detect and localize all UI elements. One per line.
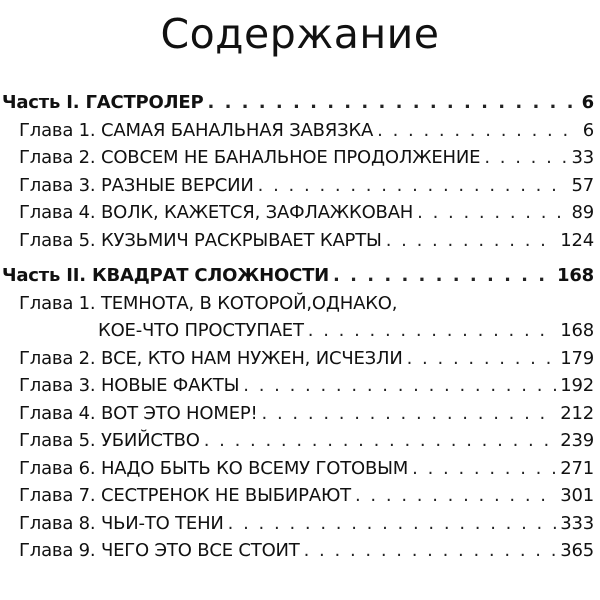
- toc-chapter[interactable]: [0, 400, 600, 428]
- toc-chapter[interactable]: [0, 372, 600, 400]
- toc-chapter[interactable]: [0, 117, 600, 145]
- page-number: 6: [582, 119, 594, 141]
- toc-chapter[interactable]: [0, 482, 600, 510]
- toc-chapter[interactable]: [0, 537, 600, 565]
- dot-leader: [308, 317, 556, 345]
- dot-leader: [207, 89, 577, 117]
- chapter-label: Глава 8. ЧЬИ-ТО ТЕНИ: [19, 512, 224, 534]
- page-number: 89: [571, 202, 594, 223]
- table-of-contents: [0, 89, 600, 565]
- chapter-label: Глава 3. НОВЫЕ ФАКТЫ: [19, 375, 240, 396]
- toc-chapter[interactable]: [0, 510, 600, 538]
- page-number: 301: [560, 485, 594, 506]
- page-number: 179: [560, 347, 594, 369]
- page-number: 124: [560, 229, 594, 251]
- toc-chapter[interactable]: [0, 227, 600, 255]
- chapter-label: Глава 7. СЕСТРЕНОК НЕ ВЫБИРАЮТ: [19, 485, 351, 506]
- toc-chapter[interactable]: [0, 455, 600, 483]
- dot-leader: [407, 345, 557, 373]
- part-label: Часть I. ГАСТРОЛЕР: [2, 92, 204, 113]
- toc-chapter-continuation[interactable]: [0, 317, 600, 345]
- chapter-label: Глава 3. РАЗНЫЕ ВЕРСИИ: [19, 174, 254, 196]
- chapter-label: Глава 4. ВОТ ЭТО НОМЕР!: [19, 402, 258, 424]
- chapter-label: Глава 9. ЧЕГО ЭТО ВСЕ СТОИТ: [19, 540, 300, 561]
- page-number: 33: [571, 147, 594, 168]
- toc-chapter[interactable]: [0, 144, 600, 172]
- dot-leader: [417, 199, 567, 227]
- page-number: 239: [560, 430, 594, 451]
- page-number: 6: [581, 92, 594, 113]
- page-number: 333: [560, 512, 594, 534]
- page-number: 57: [571, 174, 594, 196]
- chapter-label: Глава 1. САМАЯ БАНАЛЬНАЯ ЗАВЯЗКА: [19, 119, 374, 141]
- toc-chapter[interactable]: [0, 199, 600, 227]
- dot-leader: [262, 400, 557, 428]
- chapter-label: Глава 2. СОВСЕМ НЕ БАНАЛЬНОЕ ПРОДОЛЖЕНИЕ: [19, 147, 481, 168]
- toc-part-2[interactable]: [0, 262, 600, 290]
- page-number: 192: [560, 375, 594, 396]
- page-title: Содержание: [160, 10, 440, 58]
- dot-leader: [304, 537, 557, 565]
- chapter-label: Глава 2. ВСЕ, КТО НАМ НУЖЕН, ИСЧЕЗЛИ: [19, 347, 403, 369]
- dot-leader: [243, 372, 556, 400]
- dot-leader: [386, 227, 557, 255]
- chapter-label-continued: КОЕ-ЧТО ПРОСТУПАЕТ: [98, 320, 304, 341]
- page-number: 271: [560, 457, 594, 479]
- page-number: 365: [560, 540, 594, 561]
- toc-chapter[interactable]: [0, 427, 600, 455]
- chapter-label: Глава 4. ВОЛК, КАЖЕТСЯ, ЗАФЛАЖКОВАН: [19, 202, 414, 223]
- dot-leader: [377, 117, 579, 145]
- toc-part-1[interactable]: [0, 89, 600, 117]
- toc-chapter[interactable]: [0, 290, 600, 318]
- dot-leader: [412, 455, 556, 483]
- chapter-label: Глава 5. КУЗЬМИЧ РАСКРЫВАЕТ КАРТЫ: [19, 229, 382, 251]
- chapter-label: Глава 6. НАДО БЫТЬ КО ВСЕМУ ГОТОВЫМ: [19, 457, 409, 479]
- dot-leader: [333, 262, 553, 290]
- toc-chapter[interactable]: [0, 345, 600, 373]
- dot-leader: [484, 144, 567, 172]
- chapter-label: Глава 1. ТЕМНОТА, В КОТОРОЙ,ОДНАКО,: [19, 292, 398, 314]
- chapter-label: Глава 5. УБИЙСТВО: [19, 430, 200, 451]
- toc-chapter[interactable]: [0, 172, 600, 200]
- dot-leader: [258, 172, 568, 200]
- dot-leader: [204, 427, 557, 455]
- page-number: 168: [560, 320, 594, 341]
- page-number: 168: [557, 265, 594, 286]
- dot-leader: [355, 482, 556, 510]
- part-label: Часть II. КВАДРАТ СЛОЖНОСТИ: [2, 265, 330, 286]
- page-number: 212: [560, 402, 594, 424]
- dot-leader: [228, 510, 557, 538]
